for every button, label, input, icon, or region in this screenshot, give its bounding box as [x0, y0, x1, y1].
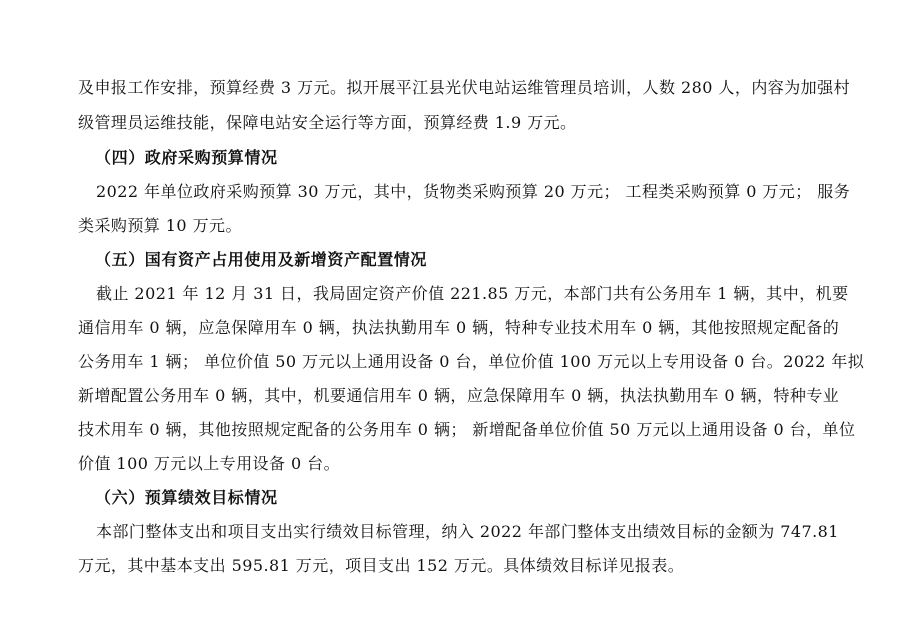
paragraph-line: 万元，其中基本支出 595.81 万元，项目支出 152 万元。具体绩效目标详见报表。 [78, 556, 685, 575]
section-heading-6: （六）预算绩效目标情况 [95, 488, 278, 507]
paragraph-line: 公务用车 1 辆； 单位价值 50 万元以上通用设备 0 台，单位价值 100 万元以上专用设备 0 台。2022 年拟 [78, 352, 865, 371]
paragraph-line: 技术用车 0 辆，其他按照规定配备的公务用车 0 辆； 新增配备单位价值 50 万元以上通用设备 0 台，单位 [78, 420, 856, 439]
paragraph-line: 价值 100 万元以上专用设备 0 台。 [78, 454, 341, 473]
paragraph-line: 本部门整体支出和项目支出实行绩效目标管理，纳入 2022 年部门整体支出绩效目标的金额为 747.81 [96, 522, 839, 541]
paragraph-line: 通信用车 0 辆，应急保障用车 0 辆，执法执勤用车 0 辆，特种专业技术用车 0 辆，其他按照规定配备的 [78, 318, 840, 337]
paragraph-line: 新增配置公务用车 0 辆，其中，机要通信用车 0 辆，应急保障用车 0 辆，执法执勤用车 0 辆，特种专业 [78, 386, 840, 405]
section-heading-5: （五）国有资产占用使用及新增资产配置情况 [95, 250, 428, 269]
section-heading-4: （四）政府采购预算情况 [95, 148, 278, 167]
paragraph-line: 级管理员运维技能，保障电站安全运行等方面，预算经费 1.9 万元。 [78, 113, 577, 132]
paragraph-line: 2022 年单位政府采购预算 30 万元，其中，货物类采购预算 20 万元； 工程类采购预算 0 万元； 服务 [96, 182, 851, 201]
paragraph-line: 类采购预算 10 万元。 [78, 216, 242, 235]
paragraph-line: 及申报工作安排，预算经费 3 万元。拟开展平江县光伏电站运维管理员培训，人数 280 人，内容为加强村 [78, 78, 851, 97]
paragraph-line: 截止 2021 年 12 月 31 日，我局固定资产价值 221.85 万元，本部门共有公务用车 1 辆，其中，机要 [96, 284, 849, 303]
